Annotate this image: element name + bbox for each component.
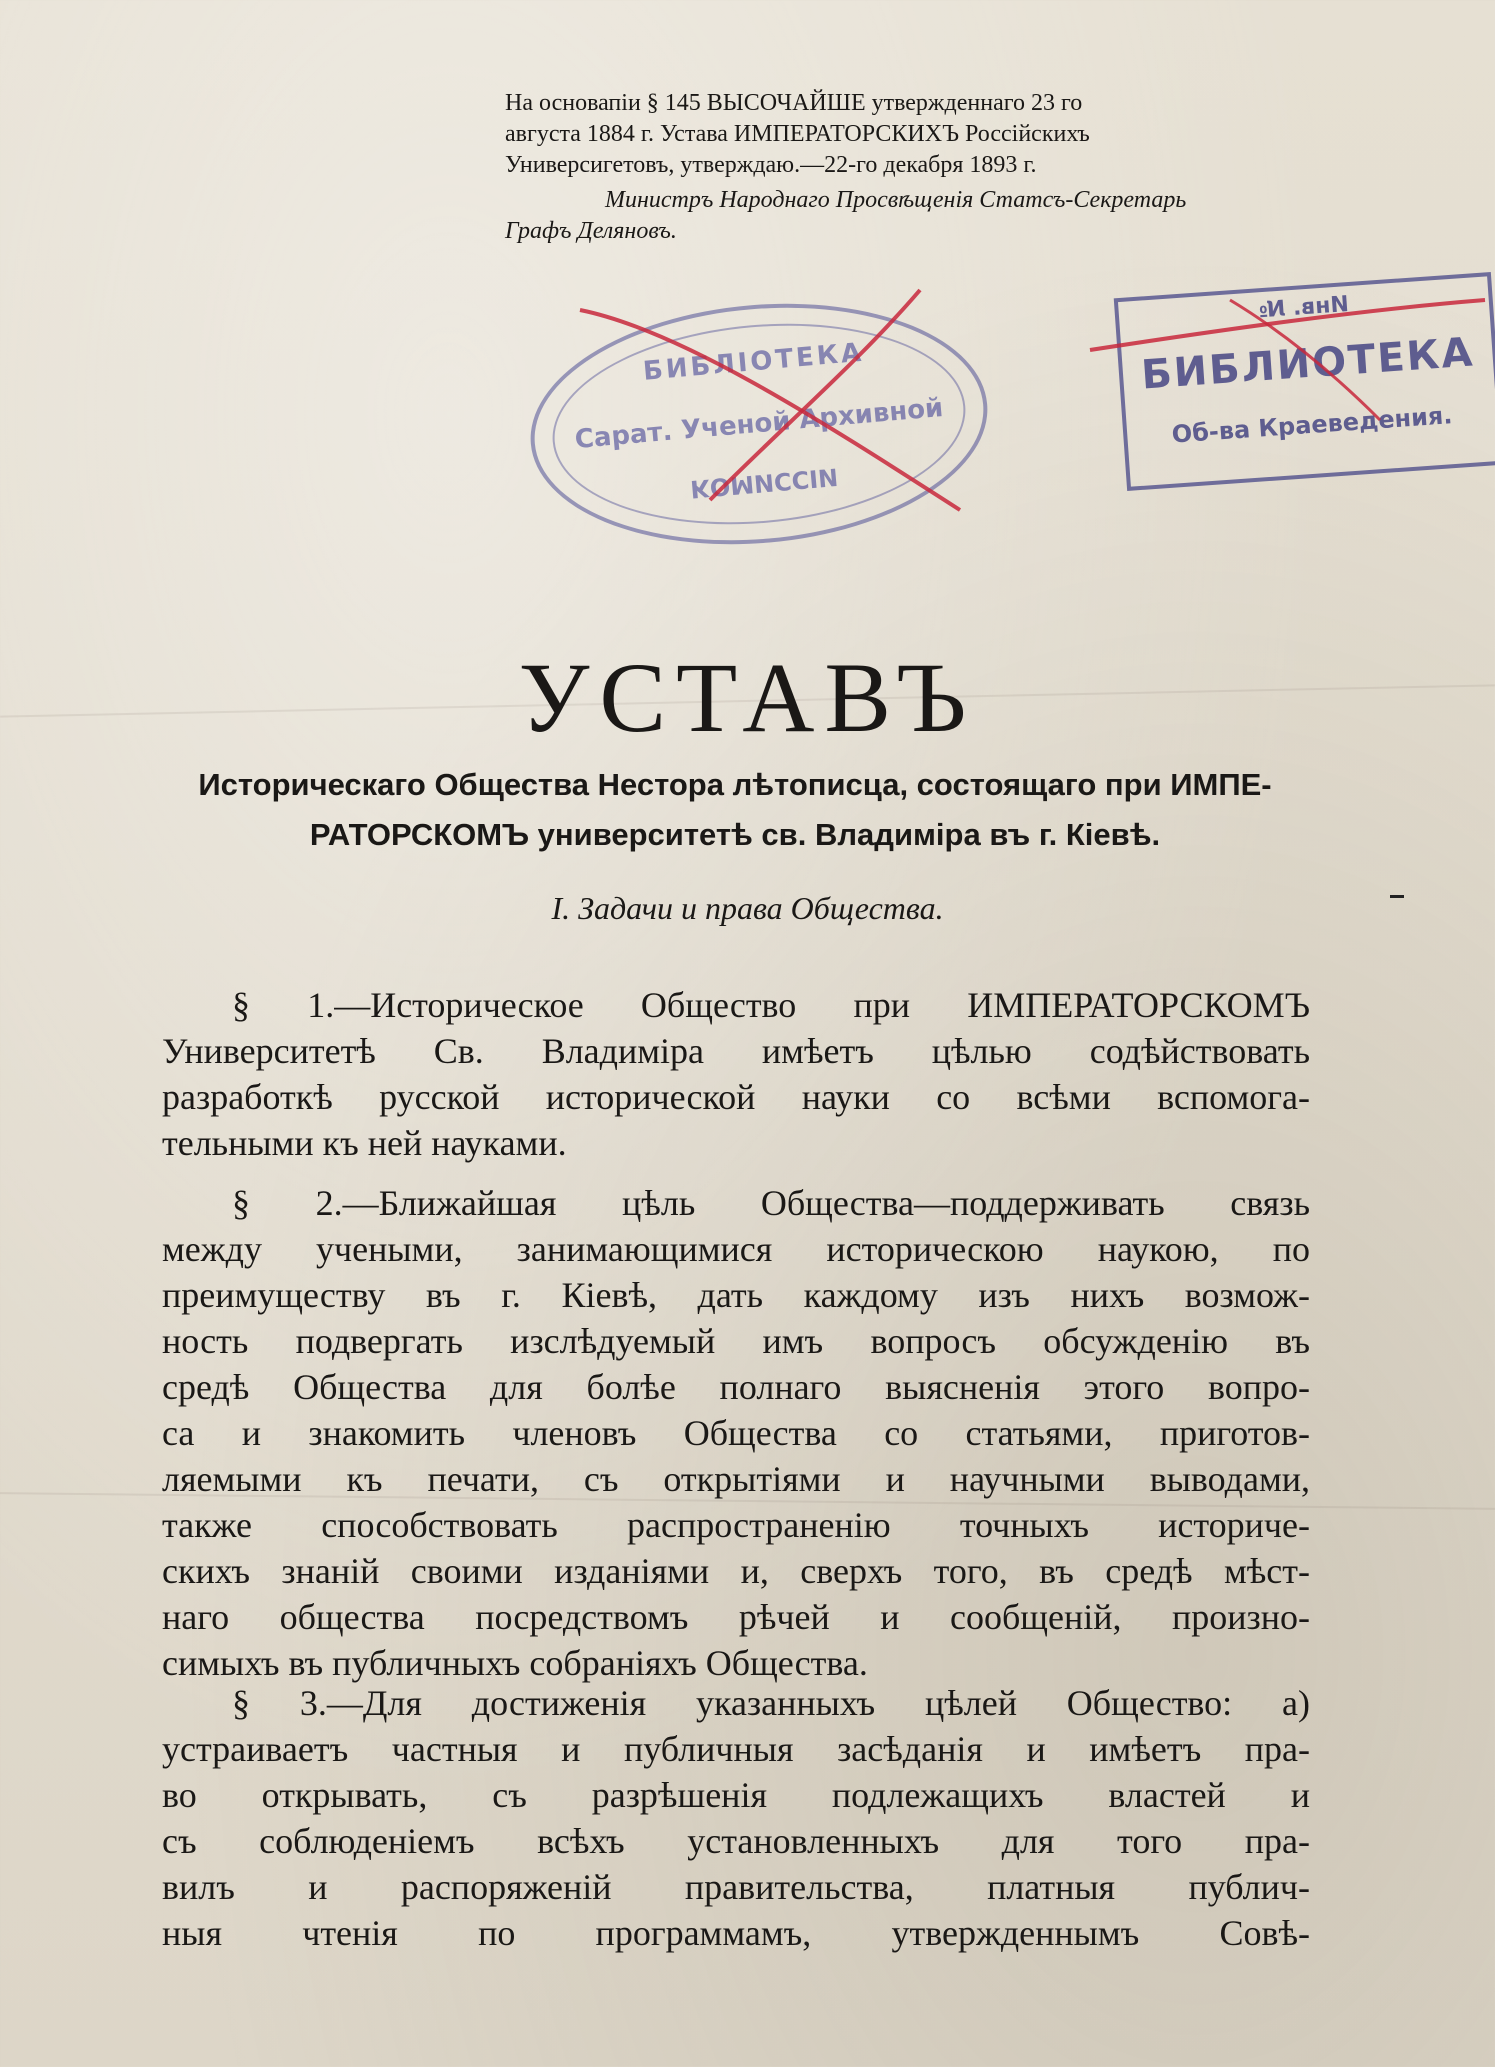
paragraph-line: § 3.—Для достиженія указанныхъ цѣлей Общество: а) [232, 1683, 1310, 1723]
paragraph-3 [162, 1680, 1310, 1956]
paragraph-line: преимуществу въ г. Кіевѣ, дать каждому изъ нихъ возмож- [162, 1275, 1310, 1315]
library-round-stamp [520, 285, 997, 562]
stamp-text: КОМИССІИ [689, 462, 840, 504]
paragraph-line: съ соблюденіемъ всѣхъ установленныхъ для того пра- [162, 1821, 1310, 1861]
paragraph-line: устраиваетъ частныя и публичныя засѣданія и имѣетъ пра- [162, 1729, 1310, 1769]
stamp-text: Сарат. Ученой Архивной [573, 392, 945, 456]
subtitle-line: РАТОРСКОМЪ университетѣ св. Владиміра въ г. Кіевѣ. [309, 817, 1161, 852]
document-subtitle [160, 760, 1310, 860]
paragraph-line: § 2.—Ближайшая цѣль Общества—поддерживать связь [232, 1183, 1310, 1223]
stamp-text: Инв. № [1258, 292, 1350, 324]
document-title: УСТАВЪ [518, 642, 977, 753]
paragraph-line: также способствовать распространенію точныхъ историче- [162, 1505, 1310, 1545]
approval-header [505, 88, 1320, 247]
library-rect-stamp [1114, 272, 1495, 491]
paragraph-line: тельными къ ней науками. [162, 1123, 567, 1163]
paragraph-1 [162, 982, 1310, 1166]
stamp-text: Об-ва Краеведения. [1170, 401, 1454, 449]
section-heading: I. Задачи и права Общества. [551, 890, 944, 926]
paragraph-line: средѣ Общества для болѣе полнаго выясненія этого вопро- [162, 1367, 1310, 1407]
decree-line: Универсигетовъ, утверждаю.—22-го декабря 1893 г. [505, 152, 1037, 178]
paragraph-line: между учеными, занимающимися историческою наукою, по [162, 1229, 1310, 1269]
paragraph-line: са и знакомить членовъ Общества со статьями, приготов- [162, 1413, 1310, 1453]
stamp-text: БИБЛИОТЕКА [1139, 329, 1476, 399]
paragraph-line: наго общества посредствомъ рѣчей и сообщеній, произно- [162, 1597, 1310, 1637]
margin-mark [1390, 895, 1404, 898]
paragraph-line: ность подвергать изслѣдуемый имъ вопросъ обсужденію въ [162, 1321, 1310, 1361]
paragraph-line: ляемыми къ печати, съ открытіями и научными выводами, [162, 1459, 1310, 1499]
paragraph-line: вилъ и распоряженій правительства, платныя публич- [162, 1867, 1310, 1907]
minister-signature-line: Министръ Народнаго Просвѣщенія Статсъ-Секретарь [605, 187, 1187, 213]
paragraph-line: § 1.—Историческое Общество при ИМПЕРАТОРСКОМЪ [232, 985, 1310, 1025]
paragraph-line: разработкѣ русской исторической науки со всѣми вспомога- [162, 1077, 1310, 1117]
paragraph-2 [162, 1180, 1310, 1686]
paragraph-line: во открывать, съ разрѣшенія подлежащихъ властей и [162, 1775, 1310, 1815]
paragraph-line: ныя чтенія по программамъ, утвержденнымъ Совѣ- [162, 1913, 1310, 1953]
stamp-text: БИБЛІОТЕКА [641, 337, 866, 387]
decree-line: На основапіи § 145 ВЫСОЧАЙШЕ утвержденнаго 23 го [505, 90, 1083, 116]
paragraph-line: Университетѣ Св. Владиміра имѣетъ цѣлью содѣйствовать [162, 1031, 1310, 1071]
decree-line: августа 1884 г. Устава ИМПЕРАТОРСКИХЪ Россійскихъ [505, 121, 1090, 147]
subtitle-line: Историческаго Общества Нестора лѣтописца, состоящаго при ИМПЕ- [198, 767, 1272, 802]
paragraph-line: скихъ знаній своими изданіями и, сверхъ того, въ средѣ мѣст- [162, 1551, 1310, 1591]
paragraph-line: симыхъ въ публичныхъ собраніяхъ Общества. [162, 1643, 868, 1683]
minister-name: Графъ Деляновъ. [505, 218, 677, 244]
